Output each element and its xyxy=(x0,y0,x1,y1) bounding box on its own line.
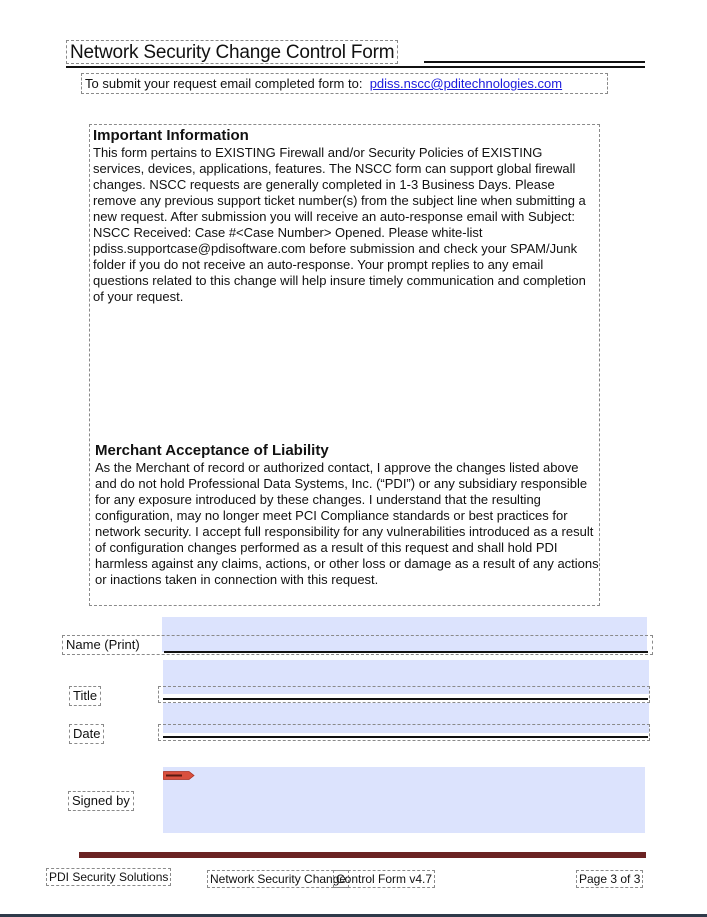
title-rule xyxy=(424,61,645,63)
submit-prefix: To submit your request email completed form to: xyxy=(85,76,363,91)
liability-heading: Merchant Acceptance of Liability xyxy=(95,442,329,459)
title-rule-double xyxy=(66,66,645,68)
signature-field[interactable] xyxy=(163,767,645,833)
submit-instructions xyxy=(81,73,608,94)
footer-page-number: Page 3 of 3 xyxy=(576,870,643,888)
title-label: Title xyxy=(69,686,101,706)
date-underline xyxy=(163,736,648,738)
footer-company: PDI Security Solutions xyxy=(46,868,171,886)
date-label: Date xyxy=(69,724,104,744)
submit-email-link[interactable]: pdiss.nscc@pditechnologies.com xyxy=(369,76,563,91)
signed-by-label: Signed by xyxy=(68,791,134,811)
important-information-text: This form pertains to EXISTING Firewall and/or Security Policies of EXISTING services, devices, applications, features. The NSCC form can support global firewall changes. NSCC requests are generally completed in 1-3 Business Days. Please remove any previous support ticket number(s) from the subject line when submitting a new request. After submission you will receive an auto-response email with Subject: NSCC Received: Case #<Case Number> Opened. Please white-list pdiss.supportcase@pdisoftware.com before submission and check your SPAM/Junk folder if you do not receive an auto-response. Your prompt replies to any email questions related to this change will help insure timely communication and completion of your request. xyxy=(93,145,586,304)
name-label: Name (Print) xyxy=(66,637,140,652)
title-underline xyxy=(163,698,648,700)
date-field-frame xyxy=(158,724,650,741)
footer-bar xyxy=(79,852,646,858)
footer-form-name-a: Network Security Change xyxy=(207,870,349,888)
liability-text: As the Merchant of record or authorized contact, I approve the changes listed above and do not hold Professional Data Systems, Inc. (“PDI”) or any subsidiary responsible for any exposure introduced by these changes. I understand that the resulting configuration, may no longer meet PCI Compliance standards or best practices for network security. I accept full responsibility for any vulnerabilities introduced as a result of configuration changes performed as a result of this request and shall hold PDI harmless against any claims, actions, or other loss or damage as a result of any actions or inactions taken in connection with this request. xyxy=(95,460,599,587)
important-information-heading: Important Information xyxy=(93,127,249,144)
form-title: Network Security Change Control Form xyxy=(66,40,398,64)
liability-section xyxy=(95,442,600,588)
sign-here-tag-icon[interactable] xyxy=(163,767,195,776)
footer-form-name-b: Control Form v4.7 xyxy=(333,870,435,888)
important-information-section xyxy=(93,127,595,305)
title-field-frame xyxy=(158,686,650,703)
name-underline xyxy=(164,651,648,653)
